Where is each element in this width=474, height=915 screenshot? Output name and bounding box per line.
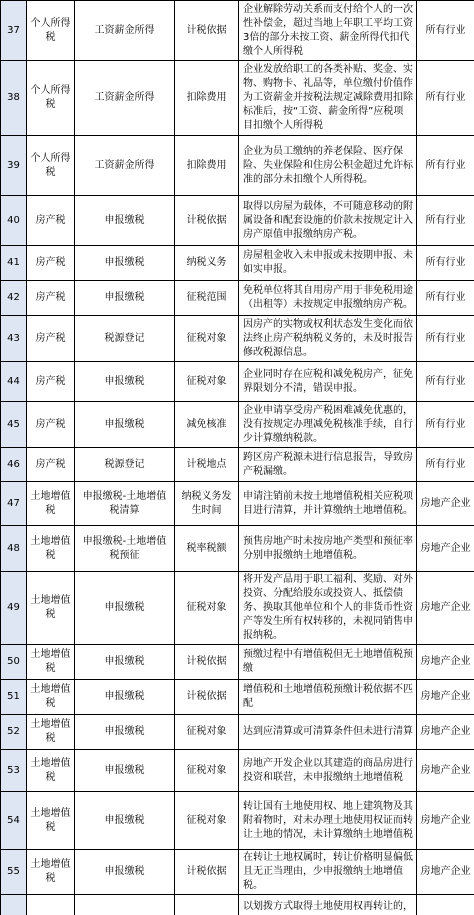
tax-type-cell: 土地增值税 [27,572,75,645]
risk-point-cell: 征税对象 [175,572,239,645]
risk-point-cell: 计税依据 [175,850,239,895]
row-number: 48 [1,526,27,572]
risk-point-cell: 征税对象 [175,316,239,362]
row-number: 55 [1,850,27,895]
row-number: 38 [1,61,27,136]
row-number: 44 [1,362,27,402]
table-row [1,572,474,645]
table-row [1,136,474,196]
scope-cell: 所有行业 [417,281,474,316]
tax-item-cell: 申报缴税 [75,680,175,715]
risk-point-cell: 征税对象 [175,750,239,792]
description-cell: 跨区房产税源未进行信息报告，导致房产税漏缴。 [239,448,417,482]
tax-item-cell: 申报缴税 [75,715,175,750]
risk-point-cell: 税率税额 [175,526,239,572]
tax-item-cell: 工资薪金所得 [75,1,175,61]
scope-cell: 所有行业 [417,316,474,362]
row-number: 46 [1,448,27,482]
table-body [1,1,474,915]
description-cell: 取得以房屋为载体，不可随意移动的附属设备和配套设施的价款未按规定计入房产原值申报缴纳房产税。 [239,196,417,246]
tax-item-cell: 申报缴税 [75,645,175,680]
table-row [1,645,474,680]
table-row [1,448,474,482]
description-cell: 企业发放给职工的各类补贴、奖金、实物、购物卡、礼品等，单位缴付价值作为工资薪金并按税法规定减除费用扣除标准后，按“工资、薪金所得”应税项目扣缴个人所得税 [239,61,417,136]
tax-item-cell: 申报缴税 [75,281,175,316]
table-row [1,246,474,281]
scope-cell: 所有行业 [417,196,474,246]
risk-point-cell: 扣除费用 [175,61,239,136]
row-number: 47 [1,482,27,526]
tax-item-cell: 税源登记 [75,316,175,362]
tax-item-cell: 申报缴税 [75,196,175,246]
tax-type-cell: 个人所得税 [27,136,75,196]
risk-point-cell: 扣除费用 [175,136,239,196]
tax-item-cell: 申报缴税 [75,246,175,281]
risk-point-cell: 计税地点 [175,448,239,482]
scope-cell: 房地产企业 [417,526,474,572]
description-cell: 企业同时存在应税和减免税房产，征免界限划分不清，错误申报。 [239,362,417,402]
tax-type-cell: 房产税 [27,246,75,281]
risk-point-cell: 减免核准 [175,402,239,448]
tax-item-cell: 申报缴税 [75,792,175,850]
description-cell: 增值税和土地增值税预缴计税依据不匹配 [239,680,417,715]
row-number: 41 [1,246,27,281]
description-cell: 房屋租金收入未申报或未按期申报、未如实申报。 [239,246,417,281]
risk-point-cell [175,895,239,915]
table-row [1,850,474,895]
tax-item-cell: 工资薪金所得 [75,136,175,196]
scope-cell: 所有行业 [417,402,474,448]
table-row [1,680,474,715]
table-row [1,316,474,362]
tax-item-cell [75,895,175,915]
scope-cell: 所有行业 [417,136,474,196]
description-cell: 预售房地产时未按房地产类型和预征率分别申报缴纳土地增值税。 [239,526,417,572]
tax-item-cell: 申报缴税 [75,850,175,895]
description-cell: 企业申请享受房产税困难减免优惠的，没有按规定办理减免税核准手续，自行少计算缴纳税款。 [239,402,417,448]
description-cell: 企业解除劳动关系而支付给个人的一次性补偿金，超过当地上年职工平均工资3倍的部分未按工资、薪金所得代扣代缴个人所得税 [239,1,417,61]
tax-type-cell: 土地增值税 [27,482,75,526]
tax-type-cell: 房产税 [27,362,75,402]
tax-type-cell: 房产税 [27,196,75,246]
tax-type-cell: 个人所得税 [27,1,75,61]
risk-point-cell: 计税依据 [175,680,239,715]
table-row [1,750,474,792]
row-number: 52 [1,715,27,750]
description-cell: 转让国有土地使用权、地上建筑物及其附着物时，对未办理土地使用权证而转让土地的情况，未计算缴纳土地增值税 [239,792,417,850]
tax-type-cell: 房产税 [27,402,75,448]
table-row [1,196,474,246]
description-cell: 企业为员工缴纳的养老保险、医疗保险、失业保险和住房公积金超过允许标准的部分未扣缴个人所得税。 [239,136,417,196]
row-number: 42 [1,281,27,316]
risk-point-cell: 征税对象 [175,715,239,750]
description-cell: 在转让土地权属时，转让价格明显偏低且无正当理由，少申报缴纳土地增值税。 [239,850,417,895]
tax-item-cell: 申报缴税 [75,362,175,402]
scope-cell: 房地产企业 [417,750,474,792]
tax-type-cell: 房产税 [27,448,75,482]
scope-cell [417,895,474,915]
row-number: 53 [1,750,27,792]
row-number [1,895,27,915]
tax-type-cell: 土地增值税 [27,680,75,715]
risk-point-cell: 征税对象 [175,362,239,402]
scope-cell: 所有行业 [417,61,474,136]
tax-item-cell: 申报缴税 [75,750,175,792]
scope-cell: 所有行业 [417,362,474,402]
row-number: 54 [1,792,27,850]
risk-point-cell: 计税依据 [175,645,239,680]
scope-cell: 房地产企业 [417,482,474,526]
scope-cell: 房地产企业 [417,572,474,645]
tax-item-cell: 申报缴税 [75,572,175,645]
tax-type-cell [27,895,75,915]
risk-point-cell: 纳税义务 [175,246,239,281]
tax-item-cell: 申报缴税-土地增值税预征 [75,526,175,572]
scope-cell: 房地产企业 [417,680,474,715]
row-number: 39 [1,136,27,196]
tax-type-cell: 个人所得税 [27,61,75,136]
risk-point-cell: 纳税义务发生时间 [175,482,239,526]
risk-point-cell: 征税对象 [175,792,239,850]
tax-item-cell: 工资薪金所得 [75,61,175,136]
risk-point-cell: 计税依据 [175,196,239,246]
tax-type-cell: 土地增值税 [27,715,75,750]
scope-cell: 所有行业 [417,1,474,61]
scope-cell: 房地产企业 [417,715,474,750]
tax-type-cell: 土地增值税 [27,792,75,850]
tax-type-cell: 房产税 [27,281,75,316]
tax-type-cell: 土地增值税 [27,850,75,895]
description-cell: 预缴过程中有增值税但无土地增值税预缴 [239,645,417,680]
table-row [1,61,474,136]
scope-cell: 房地产企业 [417,645,474,680]
row-number: 40 [1,196,27,246]
row-number: 49 [1,572,27,645]
row-number: 37 [1,1,27,61]
description-cell: 因房产的实物或权利状态发生变化而依法终止房产税纳税义务的，未及时报告修改税源信息。 [239,316,417,362]
table-row [1,792,474,850]
tax-type-cell: 土地增值税 [27,645,75,680]
tax-item-cell: 申报缴税-土地增值税清算 [75,482,175,526]
description-cell: 房地产开发企业以其建造的商品房进行投资和联营，未申报缴纳土地增值税 [239,750,417,792]
table-row [1,526,474,572]
table-row [1,895,474,915]
scope-cell: 房地产企业 [417,850,474,895]
scope-cell: 房地产企业 [417,792,474,850]
risk-point-cell: 征税范围 [175,281,239,316]
table-row [1,402,474,448]
scope-cell: 所有行业 [417,246,474,281]
risk-point-cell: 计税依据 [175,1,239,61]
tax-type-cell: 房产税 [27,316,75,362]
tax-item-cell: 税源登记 [75,448,175,482]
table-row [1,482,474,526]
row-number: 45 [1,402,27,448]
table-row [1,715,474,750]
row-number: 50 [1,645,27,680]
description-cell: 申请注销前未按土地增值税相关应税项目进行清算，并计算缴纳土地增值税。 [239,482,417,526]
table-row [1,362,474,402]
tax-type-cell: 土地增值税 [27,526,75,572]
table-row [1,281,474,316]
tax-item-cell: 申报缴税 [75,402,175,448]
description-cell: 将开发产品用于职工福利、奖励、对外投资、分配给股东或投资人、抵偿债务、换取其他单位和个人的非货币性资产等发生所有权转移的，未视同销售申报纳税。 [239,572,417,645]
description-cell: 以划拨方式取得土地使用权再转让的， [239,895,417,915]
description-cell: 免税单位将其自用房产用于非免税用途（出租等）未按规定申报缴纳房产税。 [239,281,417,316]
table-row [1,1,474,61]
description-cell: 达到应清算或可清算条件但未进行清算 [239,715,417,750]
scope-cell: 所有行业 [417,448,474,482]
row-number: 43 [1,316,27,362]
tax-type-cell: 土地增值税 [27,750,75,792]
row-number: 51 [1,680,27,715]
